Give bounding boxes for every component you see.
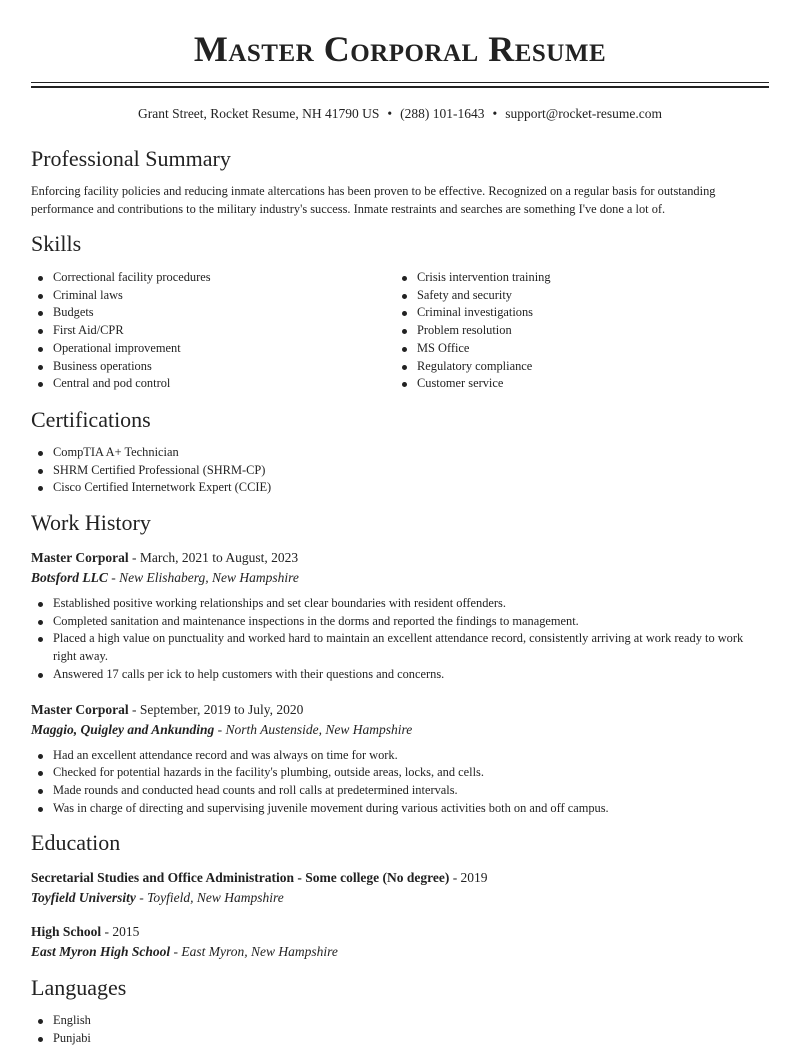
skill-item: Regulatory compliance xyxy=(395,358,759,376)
skill-item: Business operations xyxy=(31,358,395,376)
skill-item: Safety and security xyxy=(395,287,759,305)
job-title: Master Corporal xyxy=(31,701,129,717)
education-school-line xyxy=(31,942,769,962)
job-bullet: Placed a high value on punctuality and worked hard to maintain an excellent attendance record, consistently arriving at work ready to work right away. xyxy=(31,630,769,665)
job-company: Maggio, Quigley and Ankunding xyxy=(31,721,215,737)
certifications-section xyxy=(31,407,769,497)
job-title: Master Corporal xyxy=(31,550,129,566)
job-bullet: Had an excellent attendance record and was always on time for work. xyxy=(31,747,769,765)
summary-section xyxy=(31,146,769,218)
work-history-section xyxy=(31,510,769,817)
skill-item: Problem resolution xyxy=(395,322,759,340)
certification-item: SHRM Certified Professional (SHRM-CP) xyxy=(31,462,769,480)
certifications-list xyxy=(31,444,769,497)
contact-separator: • xyxy=(387,106,393,121)
certification-item: CompTIA A+ Technician xyxy=(31,444,769,462)
job-location: - North Austenside, New Hampshire xyxy=(214,721,413,737)
contact-address: Grant Street, Rocket Resume, NH 41790 US xyxy=(137,106,380,121)
job-bullets xyxy=(31,747,769,818)
work-history-heading: Work History xyxy=(31,510,151,536)
job-entry xyxy=(31,700,769,818)
skill-item: Criminal laws xyxy=(31,287,395,305)
skill-item: Criminal investigations xyxy=(395,304,759,322)
education-heading: Education xyxy=(31,830,121,856)
job-bullet: Was in charge of directing and supervising juvenile movement during various activities both on and off campus. xyxy=(31,800,769,818)
summary-text: Enforcing facility policies and reducing inmate altercations has been proven to be effective. Recognized on a regular basis for outstanding performance and contributions to the military industry's success. Inmate restraints and searches are something I've done a lot of. xyxy=(31,184,716,216)
education-school-line xyxy=(31,888,769,908)
certifications-heading: Certifications xyxy=(31,406,151,432)
skill-item: Crisis intervention training xyxy=(395,269,759,287)
skills-grid xyxy=(31,269,769,393)
language-item: English xyxy=(31,1012,769,1030)
resume-title: Master Corporal Resume xyxy=(193,29,607,69)
skill-item: Central and pod control xyxy=(31,375,395,393)
education-year: - 2019 xyxy=(449,870,488,886)
job-bullet: Established positive working relationships and set clear boundaries with resident offenders. xyxy=(31,595,769,613)
skills-left-list xyxy=(31,269,395,393)
job-bullet: Made rounds and conducted head counts and roll calls at predetermined intervals. xyxy=(31,782,769,800)
title-rule-thick xyxy=(31,86,769,88)
job-location: - New Elishaberg, New Hampshire xyxy=(107,570,299,586)
skill-item: Correctional facility procedures xyxy=(31,269,395,287)
education-degree: Secretarial Studies and Office Administration - Some college (No degree) xyxy=(31,870,450,886)
resume-page xyxy=(31,0,769,1048)
job-bullet: Answered 17 calls per ick to help customers with their questions and concerns. xyxy=(31,666,769,684)
education-school: East Myron High School xyxy=(31,944,171,960)
skills-section xyxy=(31,231,769,393)
languages-heading: Languages xyxy=(31,975,127,1001)
job-dates: - March, 2021 to August, 2023 xyxy=(128,550,299,566)
job-header xyxy=(31,700,769,720)
education-section xyxy=(31,830,769,962)
skill-item: Customer service xyxy=(395,375,759,393)
skills-heading: Skills xyxy=(31,231,82,256)
education-header xyxy=(31,922,769,942)
education-location: - Toyfield, New Hampshire xyxy=(135,890,284,906)
job-bullet: Checked for potential hazards in the facility's plumbing, outside areas, locks, and cells. xyxy=(31,764,769,782)
title-rule-thin xyxy=(31,82,769,83)
contact-line xyxy=(31,105,769,123)
education-school: Toyfield University xyxy=(31,890,136,906)
education-entry xyxy=(31,868,769,908)
job-header xyxy=(31,548,769,568)
skill-item: MS Office xyxy=(395,340,759,358)
summary-heading: Professional Summary xyxy=(31,146,231,171)
education-location: - East Myron, New Hampshire xyxy=(170,944,338,960)
education-year: - 2015 xyxy=(101,924,140,940)
languages-list xyxy=(31,1012,769,1047)
language-item: Punjabi xyxy=(31,1030,769,1048)
job-entry xyxy=(31,548,769,684)
job-company: Botsford LLC xyxy=(31,570,108,586)
certification-item: Cisco Certified Internetwork Expert (CCIE) xyxy=(31,479,769,497)
job-bullets xyxy=(31,595,769,684)
skill-item: Operational improvement xyxy=(31,340,395,358)
education-header xyxy=(31,868,769,888)
skills-right-list xyxy=(395,269,759,393)
contact-phone: (288) 101-1643 xyxy=(400,106,485,121)
education-entry xyxy=(31,922,769,962)
skill-item: First Aid/CPR xyxy=(31,322,395,340)
job-dates: - September, 2019 to July, 2020 xyxy=(128,701,304,717)
contact-email: support@rocket-resume.com xyxy=(505,106,663,121)
contact-separator: • xyxy=(492,106,498,121)
education-degree: High School xyxy=(31,924,102,940)
job-company-line xyxy=(31,720,769,740)
languages-section xyxy=(31,975,769,1047)
job-bullet: Completed sanitation and maintenance inspections in the dorms and reported the findings to management. xyxy=(31,613,769,631)
skill-item: Budgets xyxy=(31,304,395,322)
job-company-line xyxy=(31,568,769,588)
